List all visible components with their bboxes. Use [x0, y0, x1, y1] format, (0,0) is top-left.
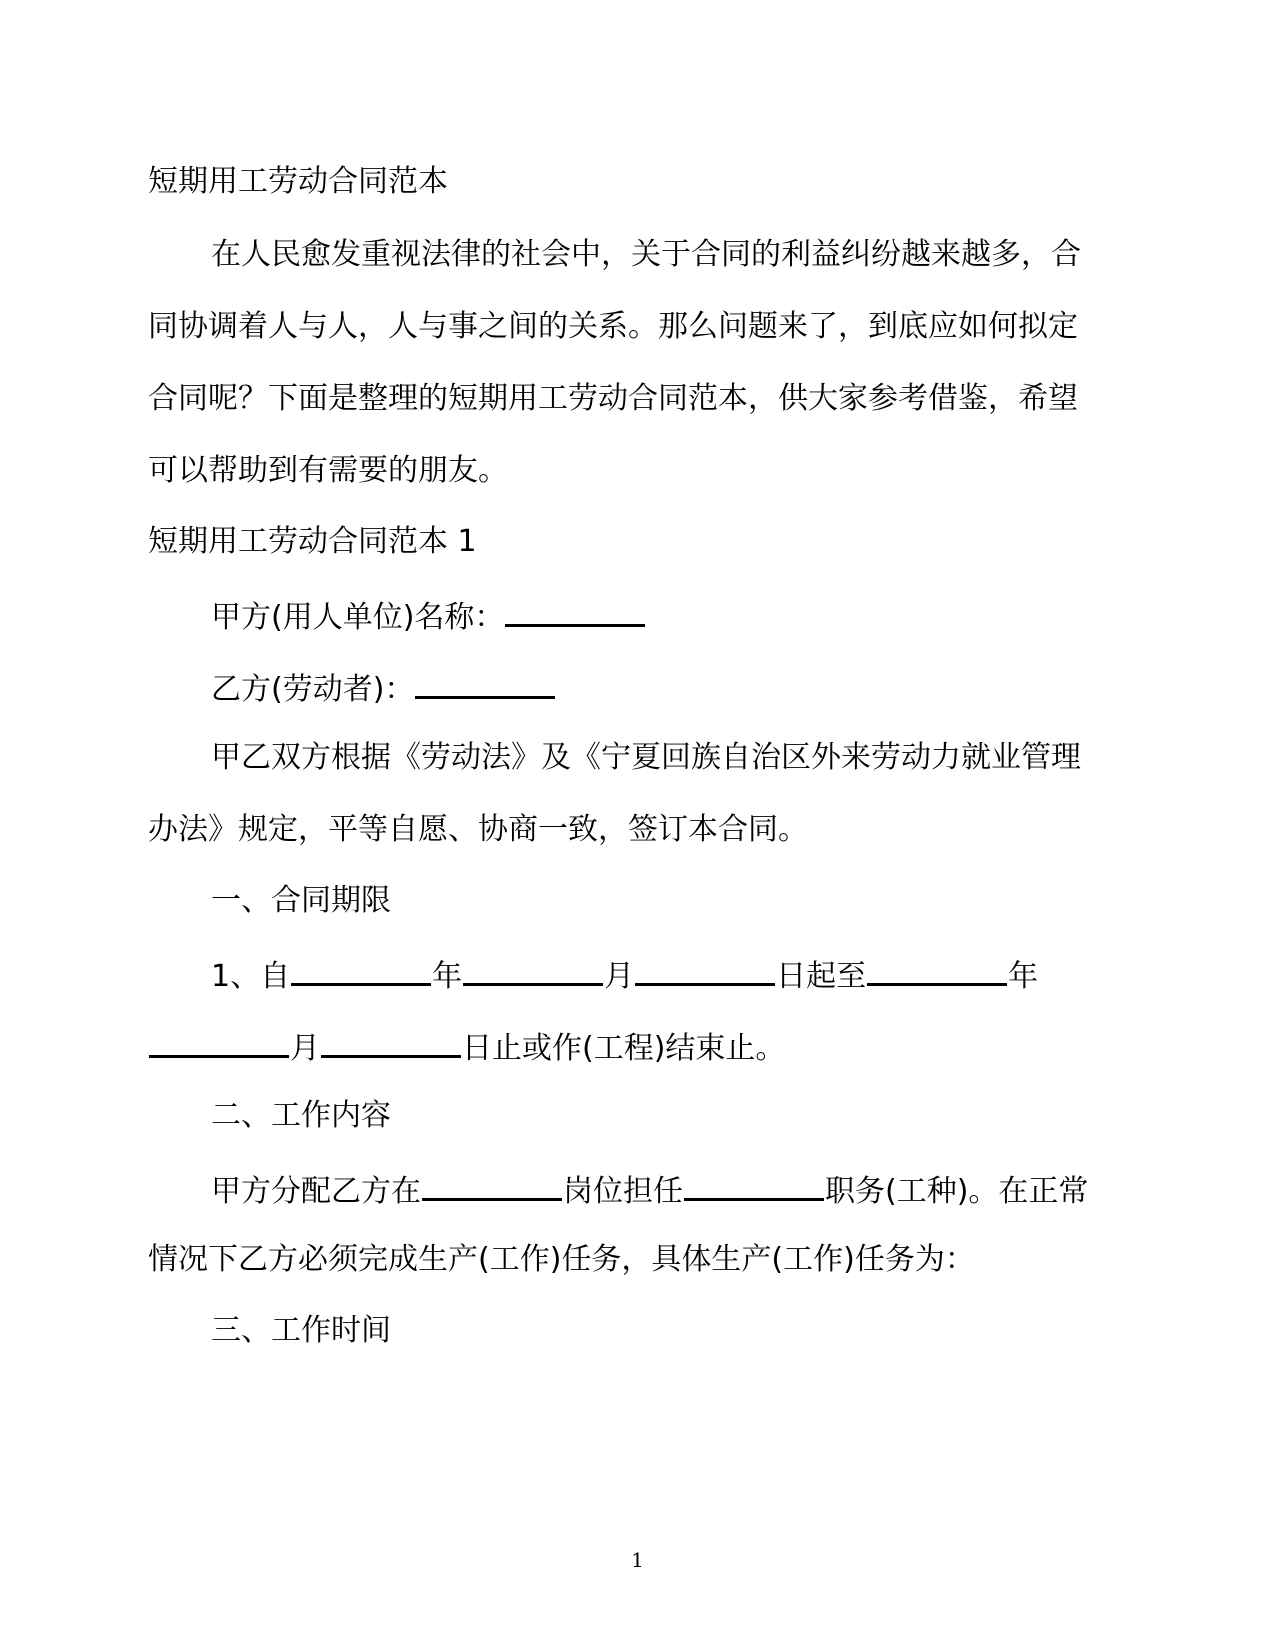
section-title: 短期用工劳动合同范本 1 — [148, 524, 477, 559]
party-a-label: 甲方(用人单位)名称： — [211, 600, 505, 635]
party-b-line — [148, 666, 1191, 710]
term-year-2: 年 — [1008, 959, 1039, 994]
term-line-1 — [148, 953, 1191, 997]
work-line-1 — [148, 1168, 1191, 1212]
page-number: 1 — [631, 1548, 644, 1572]
duty-blank — [684, 1168, 824, 1201]
heading-work-content: 二、工作内容 — [211, 1098, 391, 1133]
party-a-line — [148, 594, 1191, 638]
basis-line-1: 甲乙双方根据《劳动法》及《宁夏回族自治区外来劳动力就业管理 — [211, 740, 1081, 775]
term-year-1: 年 — [432, 959, 463, 994]
term-month-2: 月 — [290, 1031, 320, 1066]
term-line-2 — [148, 1025, 1128, 1069]
term-prefix: 1、自 — [211, 959, 291, 994]
party-a-blank — [505, 594, 645, 627]
basis-line-2: 办法》规定，平等自愿、协商一致，签订本合同。 — [148, 812, 808, 847]
term-month-1: 月 — [604, 959, 635, 994]
end-month-blank — [149, 1025, 289, 1058]
term-day-end: 日止或作(工程)结束止。 — [462, 1031, 786, 1066]
start-year-blank — [291, 953, 431, 986]
work-duty: 职务(工种)。在正常 — [825, 1174, 1089, 1209]
end-year-blank — [867, 953, 1007, 986]
term-day-from: 日起至 — [776, 959, 867, 994]
intro-line-2: 同协调着人与人，人与事之间的关系。那么问题来了，到底应如何拟定 — [148, 309, 1078, 344]
intro-line-1: 在人民愈发重视法律的社会中，关于合同的利益纠纷越来越多，合 — [211, 237, 1081, 272]
post-blank — [422, 1168, 562, 1201]
party-b-label: 乙方(劳动者)： — [211, 672, 415, 707]
start-month-blank — [463, 953, 603, 986]
party-b-blank — [415, 666, 555, 699]
heading-work-time: 三、工作时间 — [211, 1313, 391, 1348]
work-prefix: 甲方分配乙方在 — [211, 1174, 421, 1209]
end-day-blank — [321, 1025, 461, 1058]
heading-contract-term: 一、合同期限 — [211, 883, 391, 918]
intro-line-4: 可以帮助到有需要的朋友。 — [148, 453, 508, 488]
document-title: 短期用工劳动合同范本 — [148, 164, 448, 199]
work-post: 岗位担任 — [563, 1174, 683, 1209]
intro-line-3: 合同呢？下面是整理的短期用工劳动合同范本，供大家参考借鉴，希望 — [148, 381, 1078, 416]
start-day-blank — [635, 953, 775, 986]
work-line-2: 情况下乙方必须完成生产(工作)任务，具体生产(工作)任务为： — [148, 1242, 975, 1277]
